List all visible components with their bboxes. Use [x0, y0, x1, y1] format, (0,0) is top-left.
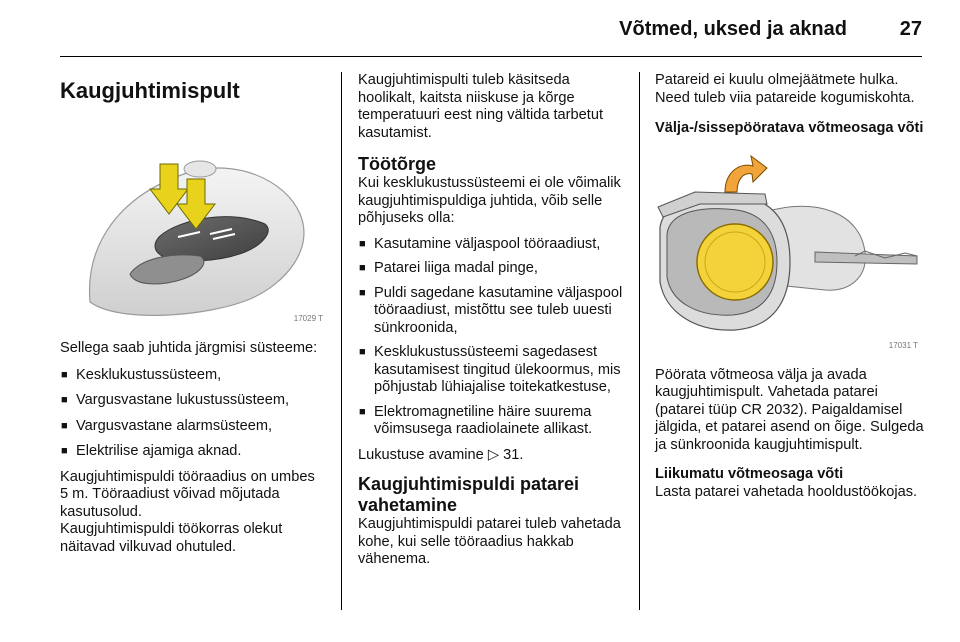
column-1 [60, 72, 325, 556]
fixedkey-text: Lasta patarei vahetada hooldustöökojas. [655, 483, 918, 500]
malfunction-intro: Kui kesklukustussüsteemi ei ole võimalik kaugjuhtimispuldiga juhtida, võib selle põhjuseks olla: [358, 175, 621, 226]
page-ref-arrow-icon: ▷ [487, 446, 500, 463]
intro-text: Sellega saab juhtida järgmisi süsteeme: [60, 340, 318, 356]
foldable-key-figure [655, 152, 920, 357]
list-item: ■ Kesklukustussüsteemi sagedasest kasutamisest tingitud ülekoormus, mis põhjustab lühiajalise toitekatkestuse, [358, 344, 628, 397]
list-item: ■ Kasutamine väljaspool tööraadiust, [358, 236, 628, 254]
remote-key-figure [60, 124, 325, 329]
foldkey-heading: Välja-/sissepööratava võtmeosaga võti [655, 120, 924, 136]
page-heading: Kaugjuhtimispult [60, 78, 240, 103]
list-item: ■ Kesklukustussüsteem, [60, 367, 325, 385]
unlock-page-ref[interactable]: 31. [503, 446, 524, 463]
foldable-key-battery-illustration [655, 152, 920, 357]
column-3 [655, 72, 927, 501]
list-item: ■ Patarei liiga madal pinge, [358, 260, 628, 278]
list-item: ■ Puldi sagedane kasutamine väljaspool tööraadiust, mistõttu see tuleb uuesti sünkroonida, [358, 285, 628, 338]
foldkey-instructions: Pöörata võtmeosa välja ja avada kaugjuhtimispult. Vahetada patarei (patarei tüüp CR 2032). Paigaldamisel jälgida, et patarei asend on õige. Sulgeda ja sünkroonida kaugjuhtimispult. [655, 366, 924, 453]
causes-list [358, 236, 628, 439]
list-item: ■ Elektrilise ajamiga aknad. [60, 443, 325, 461]
list-item: ■ Elektromagnetiline häire suurema võimsusega raadiolainete allikast. [358, 404, 628, 439]
care-text: Kaugjuhtimispulti tuleb käsitseda hoolikalt, kaitsta niiskuse ja kõrge temperatuuri eest ning vältida tarbetut kasutamist. [358, 72, 603, 141]
page-header [60, 14, 922, 48]
figure-number: 17029 T [293, 313, 323, 323]
list-item: ■ Vargusvastane lukustussüsteem, [60, 392, 325, 410]
battery-heading: Kaugjuhtimispuldi patarei vahetamine [358, 474, 580, 515]
header-rule [60, 56, 922, 57]
disposal-text: Patareid ei kuulu olmejäätmete hulka. Need tuleb viia patareide kogumiskohta. [655, 72, 915, 106]
list-item: ■ Vargusvastane alarmsüsteem, [60, 418, 325, 436]
range-text: Kaugjuhtimispuldi tööraadius on umbes 5 m. Tööraadiust võivad mõjutada kasutusolud. [60, 468, 315, 520]
figure-number: 17031 T [888, 341, 918, 350]
unlock-text: Lukustuse avamine [358, 446, 484, 463]
section-title: Võtmed, uksed ja aknad [619, 18, 847, 40]
remote-key-buttons-illustration [60, 124, 325, 329]
column-divider [341, 72, 342, 610]
column-2 [358, 72, 628, 569]
battery-text: Kaugjuhtimispuldi patarei tuleb vahetada kohe, kui selle tööraadius hakkab vähenema. [358, 516, 621, 567]
unlock-reference [358, 447, 628, 465]
fixedkey-heading: Liikumatu võtmeosaga võti [655, 466, 844, 482]
column-divider [639, 72, 640, 610]
malfunction-heading: Töötõrge [358, 154, 436, 174]
status-text: Kaugjuhtimispuldi töökorras olekut näitavad vilkuvad ohutuled. [60, 521, 283, 555]
page-number: 27 [899, 18, 922, 40]
systems-list [60, 367, 325, 461]
